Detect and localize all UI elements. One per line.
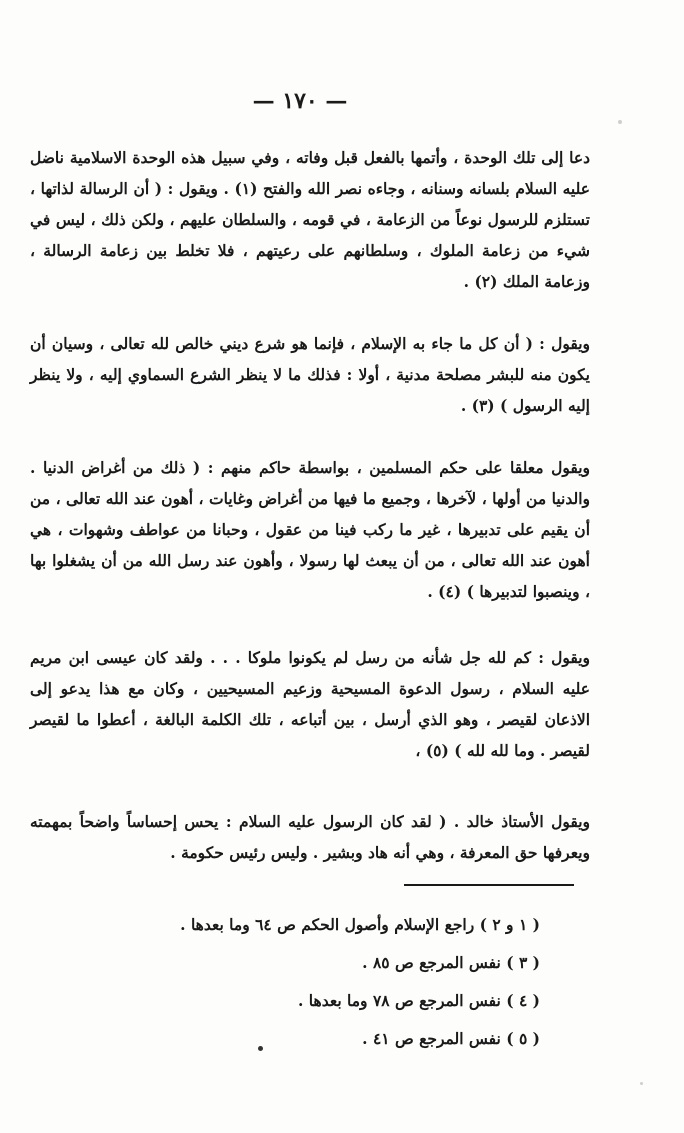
page-number: — ١٧٠ — bbox=[252, 88, 348, 114]
footnotes bbox=[60, 906, 540, 1058]
paragraph-text: ويقول الأستاذ خالد . ( لقد كان الرسول عليه السلام : يحس إحساساً واضحاً بمهمته ويعرفها حق المعرفة ، وهي أنه هاد وبشير . وليس رئيس حكومة . bbox=[30, 812, 590, 862]
paragraph-2 bbox=[30, 328, 590, 421]
footnote-1: ( ١ و ٢ ) راجع الإسلام وأصول الحكم ص ٦٤ وما بعدها . bbox=[180, 915, 540, 934]
paragraph-text: ويقول معلقا على حكم المسلمين ، بواسطة حاكم منهم : ( ذلك من أغراض الدنيا . والدنيا من أولها ، لآخرها ، وجميع ما فيها من أغراض وغايات ، أهون عند الله تعالى ، من أن يقيم على تدبيرها ، غير ما ركب فينا من عقول ، وحبانا من عواطف وشهوات ، هي أهون عند الله تعالى ، من أن يبعث لها رسولا ، وأهون عند رسل الله من أن يشغلوا بها ، وينصبوا لتدبيرها ) (٤) . bbox=[30, 458, 590, 601]
paragraph-text: دعا إلى تلك الوحدة ، وأتمها بالفعل قبل وفاته ، وفي سبيل هذه الوحدة الاسلامية ناضل عليه السلام بلسانه وسنانه ، وجاءه نصر الله والفتح (١) . ويقول : ( أن الرسالة لذاتها ، تستلزم للرسول نوعاً من الزعامة ، في قومه ، والسلطان عليهم ، ولكن ذلك ، ليس في شيء من زعامة الملوك ، وسلطانهم على رعيتهم ، فلا تخلط بين زعامة الرسالة ، وزعامة الملك (٢) . bbox=[30, 148, 590, 291]
paragraph-text: ويقول : ( أن كل ما جاء به الإسلام ، فإنما هو شرع ديني خالص لله تعالى ، وسيان أن يكون منه للبشر مصلحة مدنية ، أولا : فذلك ما لا ينظر الشرع السماوي إليه ، ولا ينظر إليه الرسول ) (٣) . bbox=[30, 334, 590, 415]
ink-speck bbox=[258, 1046, 263, 1051]
paragraph-5 bbox=[30, 806, 590, 868]
paragraph-1 bbox=[30, 142, 590, 297]
footnote-separator bbox=[404, 884, 574, 886]
paragraph-3 bbox=[30, 452, 590, 607]
footnote-2: ( ٣ ) نفس المرجع ص ٨٥ . bbox=[362, 953, 540, 972]
footnote-4: ( ٥ ) نفس المرجع ص ٤١ . bbox=[362, 1029, 540, 1048]
paragraph-text: ويقول : كم لله جل شأنه من رسل لم يكونوا ملوكا . . . ولقد كان عيسى ابن مريم عليه السلام ، رسول الدعوة المسيحية وزعيم المسيحيين ، وكان مع هذا يدعو إلى الاذعان لقيصر ، وهو الذي أرسل ، بين أتباعه ، تلك الكلمة البالغة ، أعطوا ما لقيصر لقيصر . وما لله لله ) (٥) ، bbox=[30, 648, 590, 760]
ink-speck bbox=[618, 120, 622, 124]
paragraph-4 bbox=[30, 642, 590, 766]
footnote-3: ( ٤ ) نفس المرجع ص ٧٨ وما بعدها . bbox=[298, 991, 540, 1010]
ink-speck bbox=[640, 1082, 643, 1085]
